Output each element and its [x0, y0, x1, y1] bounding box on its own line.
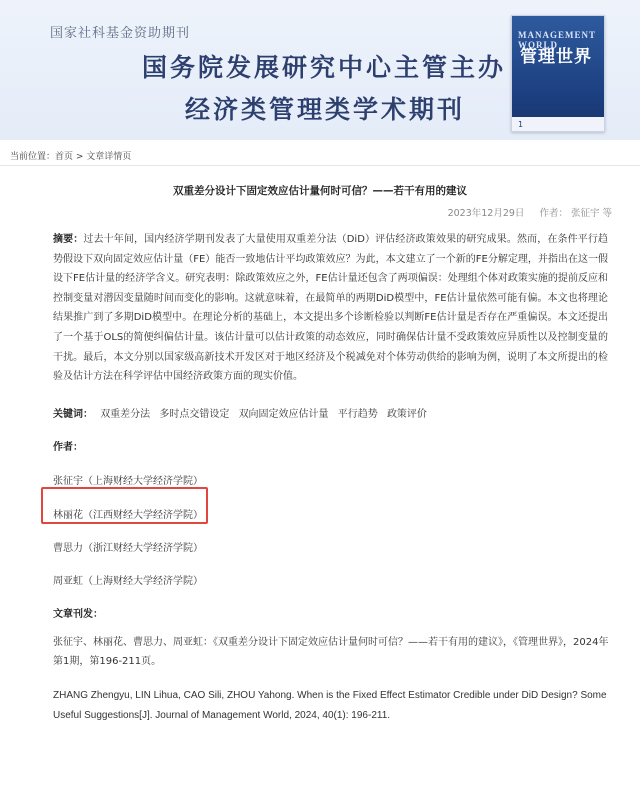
cover-footer-bar — [512, 117, 604, 131]
cover-issue-number: 1 — [518, 120, 524, 129]
cover-title-cn: 管理世界 — [520, 47, 592, 67]
article-title: 双重差分设计下固定效应估计量何时可信？——若干有用的建议 — [173, 185, 467, 197]
citation-chinese: 张征宇、林丽花、曹思力、周亚虹：《双重差分设计下固定效应估计量何时可信？——若干有用的建议》，《管理世界》，2024年第1期，第196-211页。 — [53, 637, 609, 667]
journal-cover-image — [511, 15, 605, 132]
banner-line-1: 国务院发展研究中心主管主办 — [142, 53, 507, 82]
keyword[interactable]: 政策评价 — [386, 409, 427, 420]
keyword[interactable]: 双向固定效应估计量 — [238, 409, 329, 420]
author-item: 周亚虹（上海财经大学经济学院） — [53, 576, 203, 587]
author-item: 张征宇（上海财经大学经济学院） — [53, 476, 203, 487]
author-item: 曹思力（浙江财经大学经济学院） — [53, 543, 203, 554]
abstract-label: 摘要： — [53, 234, 84, 245]
author-summary: 作者： 张征宇 等 — [539, 208, 612, 219]
publish-date: 2023年12月29日 — [447, 208, 525, 219]
keywords — [53, 405, 427, 420]
breadcrumb-separator: > — [73, 152, 87, 162]
breadcrumb-home-link[interactable]: 首页 — [55, 152, 74, 162]
keyword[interactable]: 多时点交错设定 — [159, 409, 230, 420]
divider — [0, 165, 640, 166]
highlight-box — [41, 487, 208, 524]
abstract — [53, 230, 608, 387]
keyword[interactable]: 双重差分法 — [100, 409, 151, 420]
abstract-text: 过去十年间，国内经济学期刊发表了大量使用双重差分法（DiD）评估经济政策效果的研究成果。然而，在条件平行趋势假设下双向固定效应估计量（FE）能否一致地估计平均政策效应？为此，本文建立了一个新的FE分解定理，并指出在这一假设下FE估计量的经济学含义。研究表明：除政策效应之外，FE估计量还包含了两项偏误：处理组个体对政策实施的提前反应和控制变量对潜因变量随时间而变化的影响。这就意味着，在最简单的两期DiD模型中，FE估计量依然可能有偏。本文也将理论结果推广到了多期DiD模型中。在理论分析的基础上，本文提出多个诊断检验以判断FE估计量是否存在严重偏误。本文还提出了一个基于OLS的简便纠偏估计量。该估计量可以估计政策的动态效应，同时确保估计量不受政策效应异质性以及控制变量的干扰。最后，本文分别以国家级高新技术开发区对于地区经济及个税减免对个体劳动供给的影响为例，说明了本文所提出的检验及估计方法在科学评估中国经济政策方面的现实价值。 — [53, 234, 608, 383]
citation-heading: 文章刊发： — [53, 609, 103, 620]
keyword[interactable]: 平行趋势 — [337, 409, 378, 420]
breadcrumb — [10, 149, 131, 162]
breadcrumb-prefix: 当前位置： — [10, 152, 56, 162]
author-item: 林丽花（江西财经大学经济学院） — [53, 510, 203, 521]
cover-title-en: MANAGEMENT WORLD — [518, 30, 596, 50]
keywords-label: 关键词： — [53, 409, 93, 420]
header-banner — [0, 0, 640, 140]
banner-line-2: 经济类管理类学术期刊 — [185, 95, 466, 124]
authors-heading: 作者： — [53, 442, 83, 453]
article-meta — [448, 205, 612, 219]
sponsor-text: 国家社科基金资助期刊 — [50, 26, 191, 41]
breadcrumb-current: 文章详情页 — [86, 152, 132, 162]
citation-english: ZHANG Zhengyu, LIN Lihua, CAO Sili, ZHOU Yahong. When is the Fixed Effect Estimator Credible under DiD Design? Some Useful Suggestions[J]. Journal of Management World, 2024, 40(1): 196-211. — [53, 690, 607, 721]
